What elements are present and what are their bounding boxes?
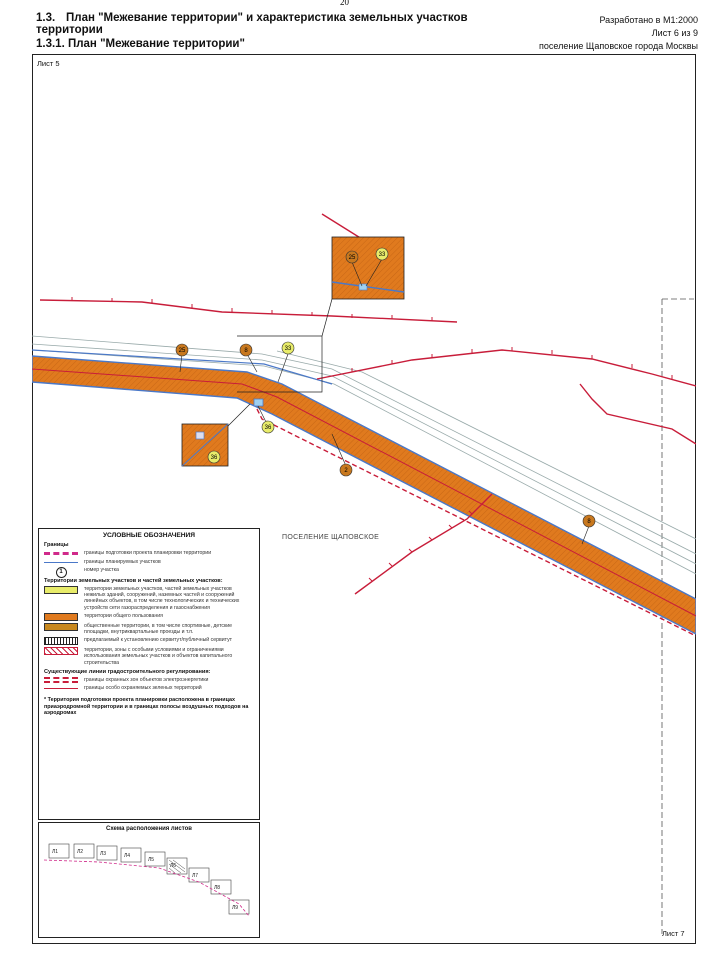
scheme-label: Л2 bbox=[77, 849, 84, 855]
legend-item bbox=[44, 623, 254, 635]
page-title bbox=[36, 12, 468, 36]
scheme-label: Л4 bbox=[124, 853, 131, 859]
legend-group-territories: Территории земельных участков и частей земельных участков: bbox=[44, 577, 223, 584]
municipality-text: поселение Щаповское города Москвы bbox=[539, 41, 698, 51]
legend-text: номер участка bbox=[84, 566, 119, 573]
circle-symbol: 1 bbox=[56, 567, 67, 578]
title-line-1: План "Межевание территории" и характеристика земельных участков bbox=[66, 12, 468, 24]
swatch-blue-line bbox=[44, 562, 78, 564]
marker-8b bbox=[583, 515, 595, 527]
legend-item bbox=[44, 637, 254, 645]
swatch-red-single bbox=[44, 688, 78, 690]
scheme-label: Л7 bbox=[192, 873, 199, 879]
marker-label: 8 bbox=[244, 348, 248, 355]
sheet-of-text: Лист 6 из 9 bbox=[651, 28, 698, 38]
sheet-label-top: Лист 5 bbox=[37, 59, 60, 68]
inset-marker-33 bbox=[376, 248, 388, 260]
marker-8 bbox=[240, 344, 252, 356]
legend-group-borders: Границы bbox=[44, 542, 69, 549]
scheme-label: Л8 bbox=[214, 885, 221, 891]
inset-top bbox=[332, 237, 404, 299]
legend-text: предлагаемый к установлению сервитут/публичный сервитут bbox=[84, 637, 233, 644]
legend-item bbox=[44, 586, 254, 611]
marker-label: 2 bbox=[344, 468, 348, 475]
marker-label: 33 bbox=[284, 346, 292, 353]
legend-item bbox=[44, 613, 254, 621]
legend-note: * Территория подготовки проекта планировки расположена в границах приаэродромной территории и в границах полосы воздушных подходов на аэродромах bbox=[44, 697, 249, 716]
settlement-label: ПОСЕЛЕНИЕ ЩАПОВСКОЕ bbox=[282, 534, 380, 541]
legend-group-lines: Существующие линии градостроительного регулирования: bbox=[44, 668, 211, 675]
sheet-scheme bbox=[38, 822, 260, 938]
legend-text: территории земельных участков, частей земельных участков нежилых зданий, сооружений, наземных частей и сооружений линейных объектов, в том числе технологических и технических устройств сети газораспределения и газоснабжения bbox=[84, 586, 240, 611]
marker-label: 25 bbox=[348, 255, 356, 262]
legend-title: УСЛОВНЫЕ ОБОЗНАЧЕНИЯ bbox=[102, 532, 196, 539]
legend-item bbox=[44, 685, 254, 691]
scheme-title: Схема расположения листов bbox=[106, 826, 192, 832]
project-boundary bbox=[257, 409, 696, 636]
sheet-label-bottom: Лист 7 bbox=[662, 929, 685, 938]
legend-item bbox=[44, 647, 254, 666]
legend-text: границы подготовки проекта планировки территории bbox=[84, 550, 212, 557]
legend-text: границы особо охраняемых зеленых территорий bbox=[84, 685, 202, 692]
marker-label: 25 bbox=[178, 348, 186, 355]
page-subtitle: 1.3.1. План "Межевание территории" bbox=[36, 38, 245, 50]
page-number: 20 bbox=[340, 0, 349, 7]
swatch-dashed-magenta bbox=[44, 552, 78, 555]
scale-text: Разработано в М1:2000 bbox=[599, 15, 698, 25]
title-line-2: территории bbox=[36, 24, 103, 36]
section-number: 1.3. bbox=[36, 12, 56, 24]
legend-text: территории, зоны с особыми условиями и ограничениями использования земельных участков и объектов капитального строительства bbox=[84, 647, 233, 666]
marker-33 bbox=[282, 342, 294, 354]
swatch-hatched-red bbox=[44, 647, 78, 655]
inset-marker-25 bbox=[346, 251, 358, 263]
marker-2 bbox=[340, 464, 352, 476]
marker-25 bbox=[176, 344, 188, 356]
legend-text: территории общего пользования bbox=[84, 612, 163, 619]
legend-item bbox=[44, 559, 254, 565]
marker-label: 36 bbox=[210, 455, 218, 462]
legend-text: границы планируемых участков bbox=[84, 558, 161, 565]
marker-label: 36 bbox=[264, 425, 272, 432]
legend-item bbox=[44, 550, 254, 556]
marker-label: 33 bbox=[378, 252, 386, 259]
legend-text: границы охранных зон объектов электроэнергетики bbox=[84, 677, 209, 684]
swatch-hatched-black bbox=[44, 637, 78, 645]
legend-item bbox=[44, 677, 254, 683]
scheme-label: Л1 bbox=[52, 849, 59, 855]
scheme-label: Л6 bbox=[170, 863, 177, 869]
swatch-orange bbox=[44, 613, 78, 621]
legend-text: общественные территории, в том числе спортивные, детские площадки, внутриквартальные проезды и т.п. bbox=[84, 622, 233, 636]
scheme-label: Л9 bbox=[232, 905, 239, 911]
inset-left bbox=[182, 424, 228, 466]
inset-marker-36 bbox=[208, 451, 220, 463]
sheet-meta bbox=[539, 14, 698, 53]
swatch-circle bbox=[44, 567, 78, 575]
scheme-canvas bbox=[39, 832, 259, 932]
scheme-label: Л3 bbox=[100, 851, 107, 857]
marker-label: 8 bbox=[587, 519, 591, 526]
junction-structure bbox=[254, 399, 263, 406]
marker-36 bbox=[262, 421, 274, 433]
legend-item bbox=[44, 567, 254, 575]
scheme-label: Л5 bbox=[148, 857, 155, 863]
swatch-red-double bbox=[44, 677, 78, 683]
swatch-yellow bbox=[44, 586, 78, 594]
swatch-dark-orange bbox=[44, 623, 78, 631]
legend bbox=[38, 528, 260, 820]
